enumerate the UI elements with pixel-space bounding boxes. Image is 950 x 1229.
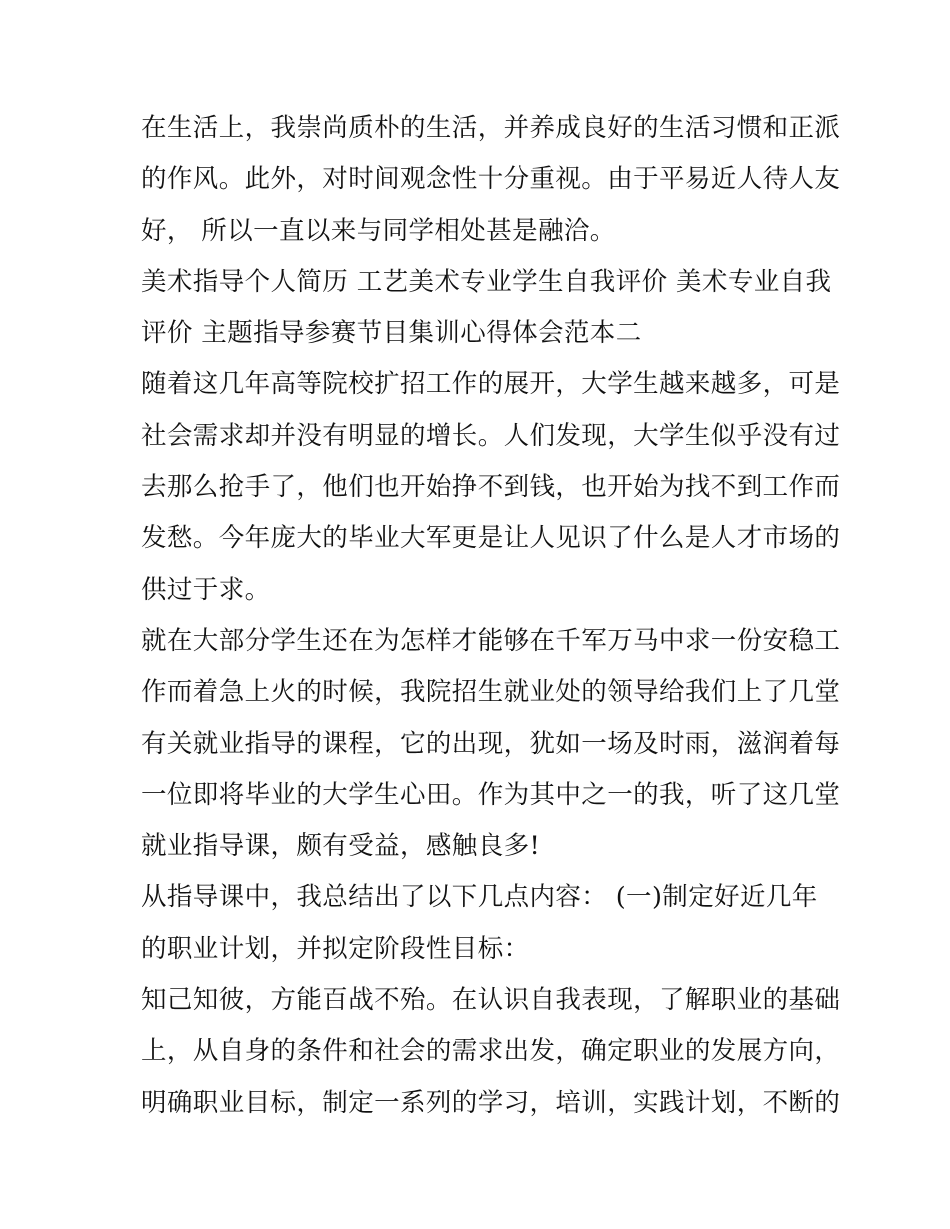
text-line: 明确职业目标，制定一系列的学习，培训，实践计划，不断的 (141, 1087, 841, 1118)
text-line: 作而着急上火的时候，我院招生就业处的领导给我们上了几堂 (141, 677, 841, 708)
text-line: 有关就业指导的课程，它的出现，犹如一场及时雨，滋润着每 (141, 728, 841, 759)
text-line: 一位即将毕业的大学生心田。作为其中之一的我，听了这几堂 (141, 779, 841, 810)
text-line: 上，从自身的条件和社会的需求出发，确定职业的发展方向， (141, 1036, 841, 1067)
text-line: 社会需求却并没有明显的增长。人们发现，大学生似乎没有过 (141, 420, 841, 451)
text-line: 的职业计划，并拟定阶段性目标： (141, 933, 530, 964)
text-line: 就业指导课，颇有受益，感触良多! (141, 831, 541, 862)
text-line: 随着这几年高等院校扩招工作的展开，大学生越来越多，可是 (141, 369, 841, 400)
text-line: 去那么抢手了，他们也开始挣不到钱，也开始为找不到工作而 (141, 472, 841, 503)
text-line: 知己知彼，方能百战不殆。在认识自我表现，了解职业的基础 (141, 985, 841, 1016)
text-line: 评价 主题指导参赛节目集训心得体会范本二 (141, 318, 642, 349)
text-line: 在生活上，我崇尚质朴的生活，并养成良好的生活习惯和正派 (141, 113, 841, 143)
text-line: 供过于求。 (141, 574, 271, 605)
text-line: 从指导课中，我总结出了以下几点内容： (一)制定好近几年 (141, 882, 818, 913)
text-line: 发愁。今年庞大的毕业大军更是让人见识了什么是人才市场的 (141, 523, 841, 554)
text-line: 就在大部分学生还在为怎样才能够在千军万马中求一份安稳工 (141, 625, 841, 656)
text-line: 好， 所以一直以来与同学相处甚是融洽。 (141, 215, 616, 246)
text-line: 的作风。此外，对时间观念性十分重视。由于平易近人待人友 (141, 164, 841, 195)
text-line: 美术指导个人简历 工艺美术专业学生自我评价 美术专业自我 (141, 266, 832, 297)
document-body (141, 103, 841, 1129)
